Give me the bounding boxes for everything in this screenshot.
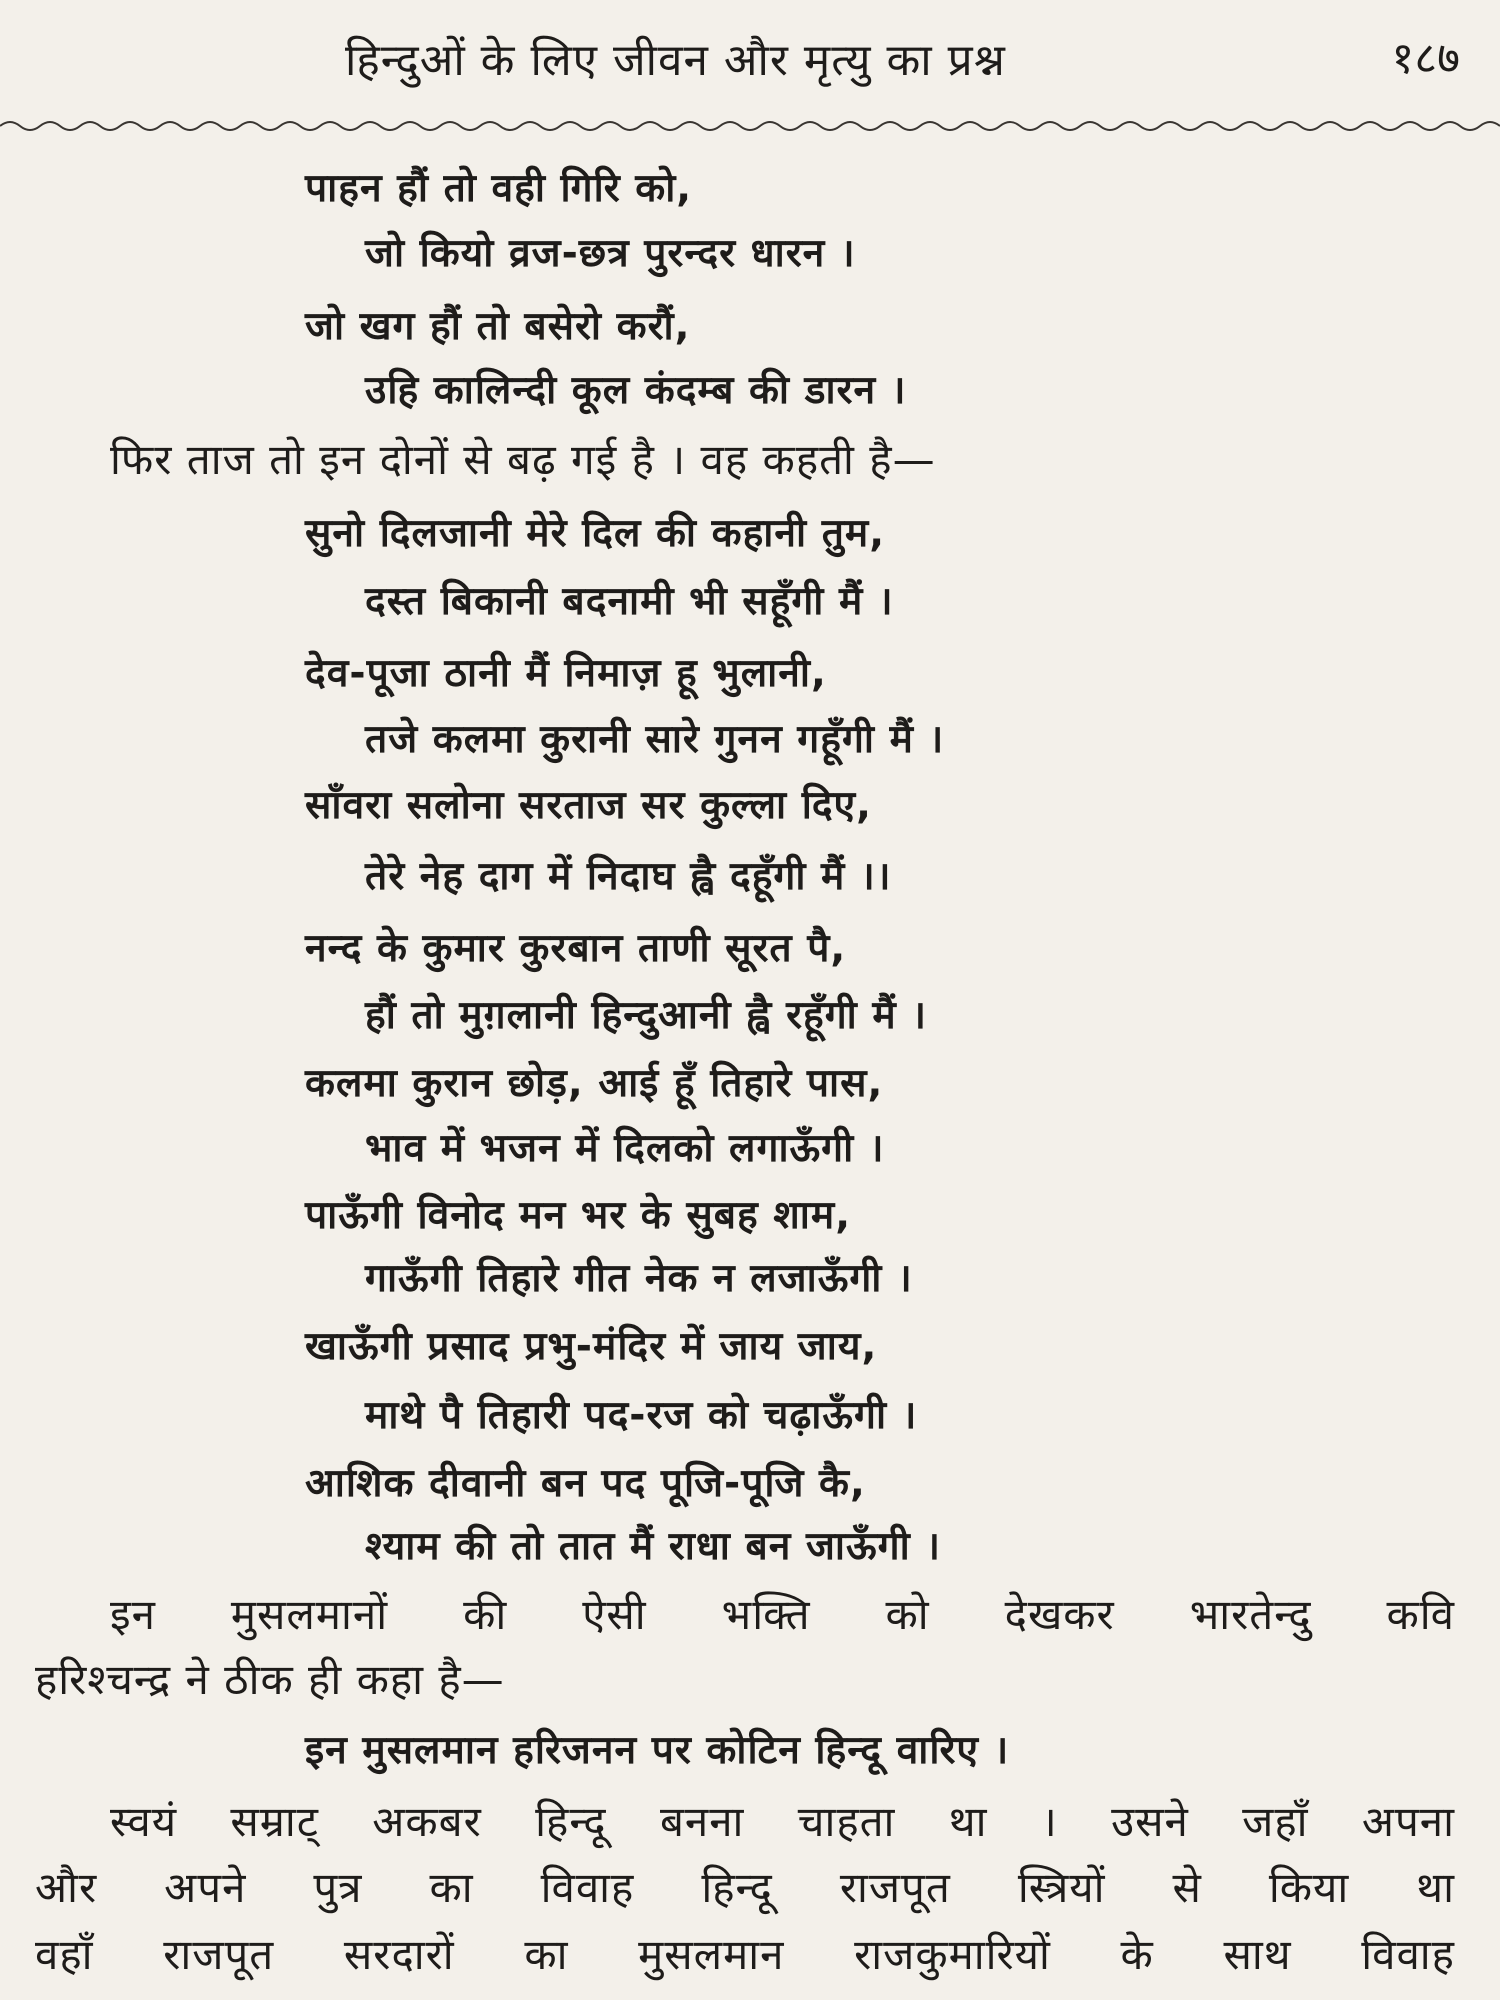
header-wavy-rule [0,96,1500,136]
verse-line: गाऊँगी तिहारे गीत नेक न लजाऊँगी । [365,1256,913,1301]
verse-line: सुनो दिलजानी मेरे दिल की कहानी तुम, [305,511,886,556]
verse-line: खाऊँगी प्रसाद प्रभु-मंदिर में जाय जाय, [305,1324,878,1369]
verse-line: पाहन हौं तो वही गिरि को, [305,166,693,211]
paragraph-line: और अपने पुत्र का विवाह हिन्दू राजपूत स्त्रियों से किया था [35,1863,1455,1912]
verse-line: तजे कलमा कुरानी सारे गुनन गहूँगी मैं । [365,717,945,762]
verse-line: भाव में भजन में दिलको लगाऊँगी । [365,1126,885,1171]
verse-line: जो कियो व्रज-छत्र पुरन्दर धारन । [365,231,856,276]
verse-line: जो खग हौं तो बसेरो करौं, [305,304,691,349]
verse-line: आशिक दीवानी बन पद पूजि-पूजि कै, [305,1461,866,1506]
page-number: १८७ [1391,33,1460,84]
verse-line: दस्त बिकानी बदनामी भी सहूँगी मैं । [365,579,894,624]
verse-line: पाऊँगी विनोद मन भर के सुबह शाम, [305,1193,852,1238]
paragraph-line: फिर ताज तो इन दोनों से बढ़ गई है । वह कहती है— [110,435,936,484]
running-title: हिन्दुओं के लिए जीवन और मृत्यु का प्रश्न [345,35,1006,86]
verse-line: तेरे नेह दाग में निदाघ ह्वै दहूँगी मैं ।। [365,854,892,899]
paragraph-line: स्वयं सम्राट् अकबर हिन्दू बनना चाहता था । उसने जहाँ अपना [110,1797,1455,1846]
paragraph-line: इन मुसलमानों की ऐसी भक्ति को देखकर भारतेन्दु कवि [110,1590,1455,1639]
verse-line: साँवरा सलोना सरताज सर कुल्ला दिए, [305,783,872,828]
quote-line: इन मुसलमान हरिजनन पर कोटिन हिन्दू वारिए । [305,1728,1010,1773]
verse-line: माथे पै तिहारी पद-रज को चढ़ाऊँगी । [365,1393,918,1438]
verse-line: कलमा कुरान छोड़, आई हूँ तिहारे पास, [305,1061,884,1106]
verse-line: हौं तो मुग़लानी हिन्दुआनी ह्वै रहूँगी मैं । [365,993,928,1038]
page-header [0,18,1500,98]
verse-line: उहि कालिन्दी कूल कंदम्ब की डारन । [365,368,907,413]
verse-line: नन्द के कुमार कुरबान ताणी सूरत पै, [305,926,847,971]
verse-line: देव-पूजा ठानी मैं निमाज़ हू भुलानी, [305,651,827,696]
paragraph-line: वहाँ राजपूत सरदारों का मुसलमान राजकुमारियों के साथ विवाह [35,1930,1455,1979]
verse-line: श्याम की तो तात मैं राधा बन जाऊँगी । [365,1524,942,1569]
paragraph-line: हरिश्चन्द्र ने ठीक ही कहा है— [35,1655,505,1704]
